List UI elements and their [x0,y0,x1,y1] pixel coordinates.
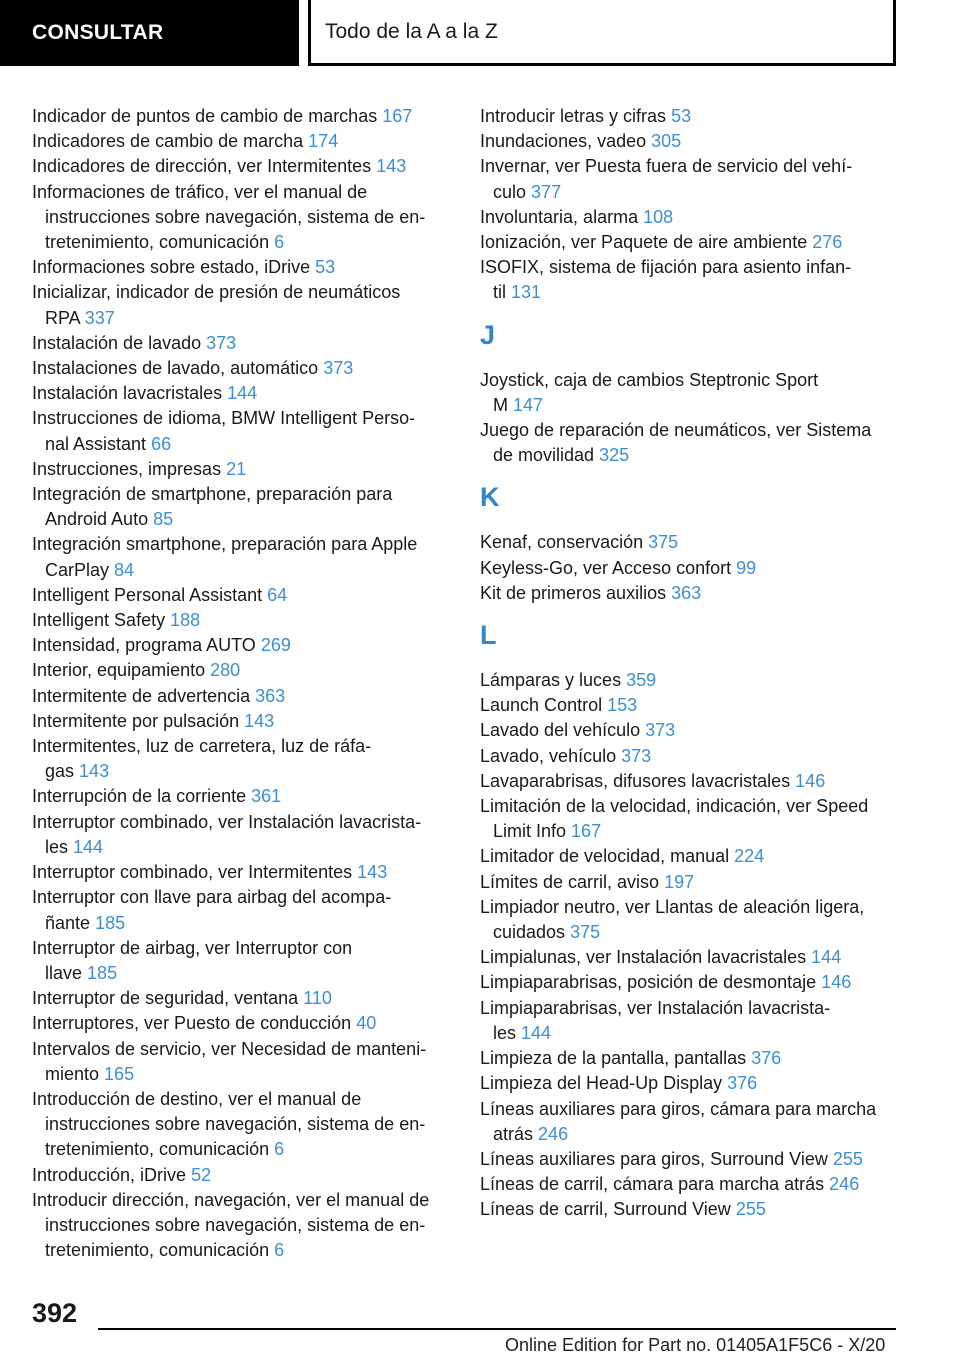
page-reference-link[interactable]: 165 [104,1063,135,1084]
index-entry [32,684,452,709]
index-entry [32,709,452,734]
index-entry-text: Informaciones de tráfico, ver el manual de instrucciones sobre navegación, sistema de en- tretenimiento, comunicación [32,181,426,253]
index-entry-text: Interruptor combinado, ver Instalación lavacrista- les [32,811,422,857]
page-reference-link[interactable]: 144 [227,383,258,404]
index-entry-text: Kit de primeros auxilios [480,582,667,603]
index-entry-text: Inundaciones, vadeo [480,131,647,152]
index-column-right [480,104,920,1223]
index-entry-text: Instrucciones de idioma, BMW Intelligent Perso- nal Assistant [32,408,416,454]
footer-divider [98,1328,896,1330]
page-reference-link[interactable]: 255 [832,1148,863,1169]
index-entry [480,1046,920,1071]
page-reference-link[interactable]: 64 [267,584,288,605]
page-reference-link[interactable]: 174 [308,131,339,152]
page-reference-link[interactable]: 373 [206,332,237,353]
index-entry-text: Interior, equipamiento [32,660,206,681]
index-entry [32,608,452,633]
index-entry-text: Intermitente por pulsación [32,710,240,731]
index-entry [32,1087,452,1163]
index-entry [32,885,452,935]
index-entry-text: Indicadores de cambio de marcha [32,131,304,152]
page-reference-link[interactable]: 377 [531,181,562,202]
index-entry-text: Instrucciones, impresas [32,458,222,479]
index-entry-text: Líneas auxiliares para giros, cámara para marcha atrás [480,1098,877,1144]
page-reference-link[interactable]: 146 [795,770,826,791]
page-reference-link[interactable]: 276 [812,232,843,253]
index-entry-text: Integración smartphone, preparación para Apple CarPlay [32,534,418,580]
index-entry-text: Interruptor de seguridad, ventana [32,988,299,1009]
page-reference-link[interactable]: 376 [751,1048,782,1069]
page-reference-link[interactable]: 53 [315,257,336,278]
page-number: 392 [32,1298,78,1328]
index-entry-text: Lavaparabrisas, difusores lavacristales [480,770,791,791]
index-letter-heading: L [480,620,497,651]
index-entry [32,180,452,256]
page-reference-link[interactable]: 363 [255,685,286,706]
page-reference-link[interactable]: 361 [251,786,282,807]
page-reference-link[interactable]: 373 [621,745,652,766]
index-entry [480,530,920,555]
index-entry [32,280,452,330]
index-entry-text: Intelligent Personal Assistant [32,584,263,605]
index-entry-text: Introducir dirección, navegación, ver el manual de instrucciones sobre navegación, sistema de en- tretenimiento, comunicación [32,1189,430,1261]
index-entry [32,457,452,482]
page-reference-link[interactable]: 197 [664,871,695,892]
index-entry-text: Interruptores, ver Puesto de conducción [32,1013,352,1034]
page-reference-link[interactable]: 66 [151,433,172,454]
index-entry-text: Limpialunas, ver Instalación lavacristales [480,947,807,968]
index-entry [480,154,920,204]
index-entry-text: Intensidad, programa AUTO [32,635,256,656]
page-reference-link[interactable]: 246 [829,1174,860,1195]
page-reference-link[interactable]: 84 [114,559,135,580]
page-reference-link[interactable]: 6 [274,1139,285,1160]
page-reference-link[interactable]: 185 [87,962,118,983]
index-entry-text: Límites de carril, aviso [480,871,660,892]
index-entry [32,154,452,179]
index-entry-text: Introducir letras y cifras [480,106,667,126]
index-entry [480,718,920,743]
index-entry [32,734,452,784]
index-entry [480,870,920,895]
index-entry-text: Líneas de carril, Surround View [480,1199,731,1220]
index-entry-text: Interruptor con llave para airbag del acompa- ñante [32,887,392,933]
index-entry [32,104,452,129]
page-reference-link[interactable]: 143 [79,761,110,782]
page-reference-link[interactable]: 146 [821,972,852,993]
index-entry-text: Líneas de carril, cámara para marcha atrás [480,1174,825,1195]
index-entry [480,996,920,1046]
index-entry [32,810,452,860]
index-entry [32,784,452,809]
index-entry-text: Involuntaria, alarma [480,206,639,227]
page-reference-link[interactable]: 53 [671,106,692,126]
index-entry-text: Instalación de lavado [32,332,202,353]
page-reference-link[interactable]: 143 [376,156,407,177]
page-reference-link[interactable]: 147 [513,394,544,415]
index-entry [480,1172,920,1197]
index-entry [480,895,920,945]
page-reference-link[interactable]: 40 [356,1013,377,1034]
page-reference-link[interactable]: 255 [735,1199,766,1220]
index-entry [480,769,920,794]
page-reference-link[interactable]: 6 [274,232,285,253]
page-reference-link[interactable]: 144 [811,947,842,968]
page-reference-link[interactable]: 188 [170,610,201,631]
page-reference-link[interactable]: 373 [645,720,676,741]
index-entry-text: ISOFIX, sistema de fijación para asiento infan- til [480,257,852,303]
page-reference-link[interactable]: 110 [303,988,332,1009]
page-reference-link[interactable]: 280 [210,660,241,681]
index-entry [480,844,920,869]
index-entry-text: Limpiador neutro, ver Llantas de aleación ligera, cuidados [480,896,865,943]
index-entry-text: Ionización, ver Paquete de aire ambiente [480,232,808,253]
section-title: CONSULTAR [32,21,164,44]
page-reference-link[interactable]: 6 [274,1240,285,1261]
index-entry [32,406,452,456]
index-entry-text: Limitación de la velocidad, indicación, ver Speed Limit Info [480,796,869,842]
index-entry-text: Kenaf, conservación [480,532,644,553]
page-reference-link[interactable]: 21 [226,458,247,479]
page-reference-link[interactable]: 108 [643,206,674,227]
page-reference-link[interactable]: 337 [84,307,115,328]
page-reference-link[interactable]: 325 [599,445,630,466]
page-reference-link[interactable]: 359 [626,670,657,691]
index-entry [32,1163,452,1188]
index-entry [480,794,920,844]
index-entry [480,368,920,418]
index-entry-text: Informaciones sobre estado, iDrive [32,257,311,278]
index-entry [480,581,920,606]
page-reference-link[interactable]: 99 [736,557,757,578]
index-entry-text: Indicador de puntos de cambio de marchas [32,106,378,126]
chapter-title: Todo de la A a la Z [325,19,498,43]
page-reference-link[interactable]: 52 [191,1164,212,1185]
index-entry-text: Limpieza de la pantalla, pantallas [480,1048,747,1069]
page-reference-link[interactable]: 375 [570,922,601,943]
page-reference-link[interactable]: 143 [244,710,275,731]
index-letter-heading: J [480,319,496,350]
index-entry-text: Intermitente de advertencia [32,685,251,706]
index-entry-text: Limpieza del Head-Up Display [480,1073,723,1094]
page-reference-link[interactable]: 143 [357,862,388,883]
chapter-header [311,0,896,66]
index-entry-text: Introducción, iDrive [32,1164,187,1185]
index-entry-text: Keyless-Go, ver Acceso confort [480,557,732,578]
index-entry-text: Instalaciones de lavado, automático [32,358,319,379]
page-reference-link[interactable]: 85 [153,509,174,530]
index-entry [480,205,920,230]
page-reference-link[interactable]: 185 [95,912,126,933]
index-entry-text: Lavado, vehículo [480,745,617,766]
index-entry [480,1197,920,1222]
index-entry [480,230,920,255]
index-entry [32,986,452,1011]
index-entry-text: Indicadores de dirección, ver Intermitentes [32,156,372,177]
page-reference-link[interactable]: 305 [651,131,682,152]
index-entry-text: Launch Control [480,695,603,716]
page-reference-link[interactable]: 363 [671,582,702,603]
index-entry [480,129,920,154]
page-reference-link[interactable]: 167 [571,821,602,842]
index-entry [32,583,452,608]
index-letter-heading: K [480,482,500,513]
page-reference-link[interactable]: 246 [538,1123,569,1144]
index-entry-text: Inicializar, indicador de presión de neumáticos RPA [32,282,401,328]
page-reference-link[interactable]: 144 [73,836,104,857]
index-entry-text: Introducción de destino, ver el manual de instrucciones sobre navegación, sistema de en- tretenimiento, comunicación [32,1088,426,1160]
page-reference-link[interactable]: 376 [727,1073,758,1094]
page-reference-link[interactable]: 373 [323,358,354,379]
index-entry [32,936,452,986]
index-entry [480,1071,920,1096]
index-entry [480,693,920,718]
index-entry-text: Interrupción de la corriente [32,786,247,807]
index-entry [32,532,452,582]
index-entry [32,482,452,532]
index-entry [480,945,920,970]
index-entry [480,1147,920,1172]
index-entry [32,1011,452,1036]
index-column-left [32,104,452,1263]
index-entry [480,556,920,581]
page-reference-link[interactable]: 131 [511,282,542,303]
index-entry [480,970,920,995]
page-reference-link[interactable]: 224 [734,846,765,867]
index-entry-text: Limitador de velocidad, manual [480,846,730,867]
index-entry-text: Líneas auxiliares para giros, Surround View [480,1148,828,1169]
page-reference-link[interactable]: 375 [648,532,679,553]
index-entry [32,1037,452,1087]
index-entry [32,658,452,683]
index-entry-text: Invernar, ver Puesta fuera de servicio del vehí- culo [480,156,853,202]
index-entry [32,129,452,154]
page-reference-link[interactable]: 269 [260,635,291,656]
index-entry-text: Intermitentes, luz de carretera, luz de ráfa- gas [32,736,372,782]
index-entry [480,255,920,305]
index-entry-text: Juego de reparación de neumáticos, ver Sistema de movilidad [480,420,872,466]
index-entry [480,668,920,693]
index-entry-text: Lámparas y luces [480,670,622,691]
index-entry-text: Intervalos de servicio, ver Necesidad de manteni- miento [32,1038,427,1084]
footer-edition: Online Edition for Part no. 01405A1F5C6 - X/20 [505,1335,886,1355]
index-entry-text: Joystick, caja de cambios Steptronic Sport M [480,369,819,415]
index-entry-text: Interruptor combinado, ver Intermitentes [32,862,353,883]
index-entry-text: Intelligent Safety [32,610,166,631]
index-entry [32,1188,452,1264]
index-entry [480,744,920,769]
index-entry [480,104,920,129]
index-entry-text: Instalación lavacristales [32,383,223,404]
index-entry-text: Interruptor de airbag, ver Interruptor con llave [32,937,353,983]
index-entry [32,331,452,356]
index-entry [32,381,452,406]
page-reference-link[interactable]: 144 [521,1022,552,1043]
index-entry-text: Limpiaparabrisas, ver Instalación lavacrista- les [480,997,831,1043]
index-entry-text: Lavado del vehículo [480,720,641,741]
page-reference-link[interactable]: 167 [382,106,413,126]
page-reference-link[interactable]: 153 [607,695,638,716]
index-entry-text: Limpiaparabrisas, posición de desmontaje [480,972,817,993]
index-entry [32,255,452,280]
index-entry [480,1097,920,1147]
index-entry [32,860,452,885]
index-entry-text: Integración de smartphone, preparación para Android Auto [32,484,393,530]
index-entry [32,633,452,658]
index-entry [480,418,920,468]
section-tab [0,0,299,66]
index-entry [32,356,452,381]
